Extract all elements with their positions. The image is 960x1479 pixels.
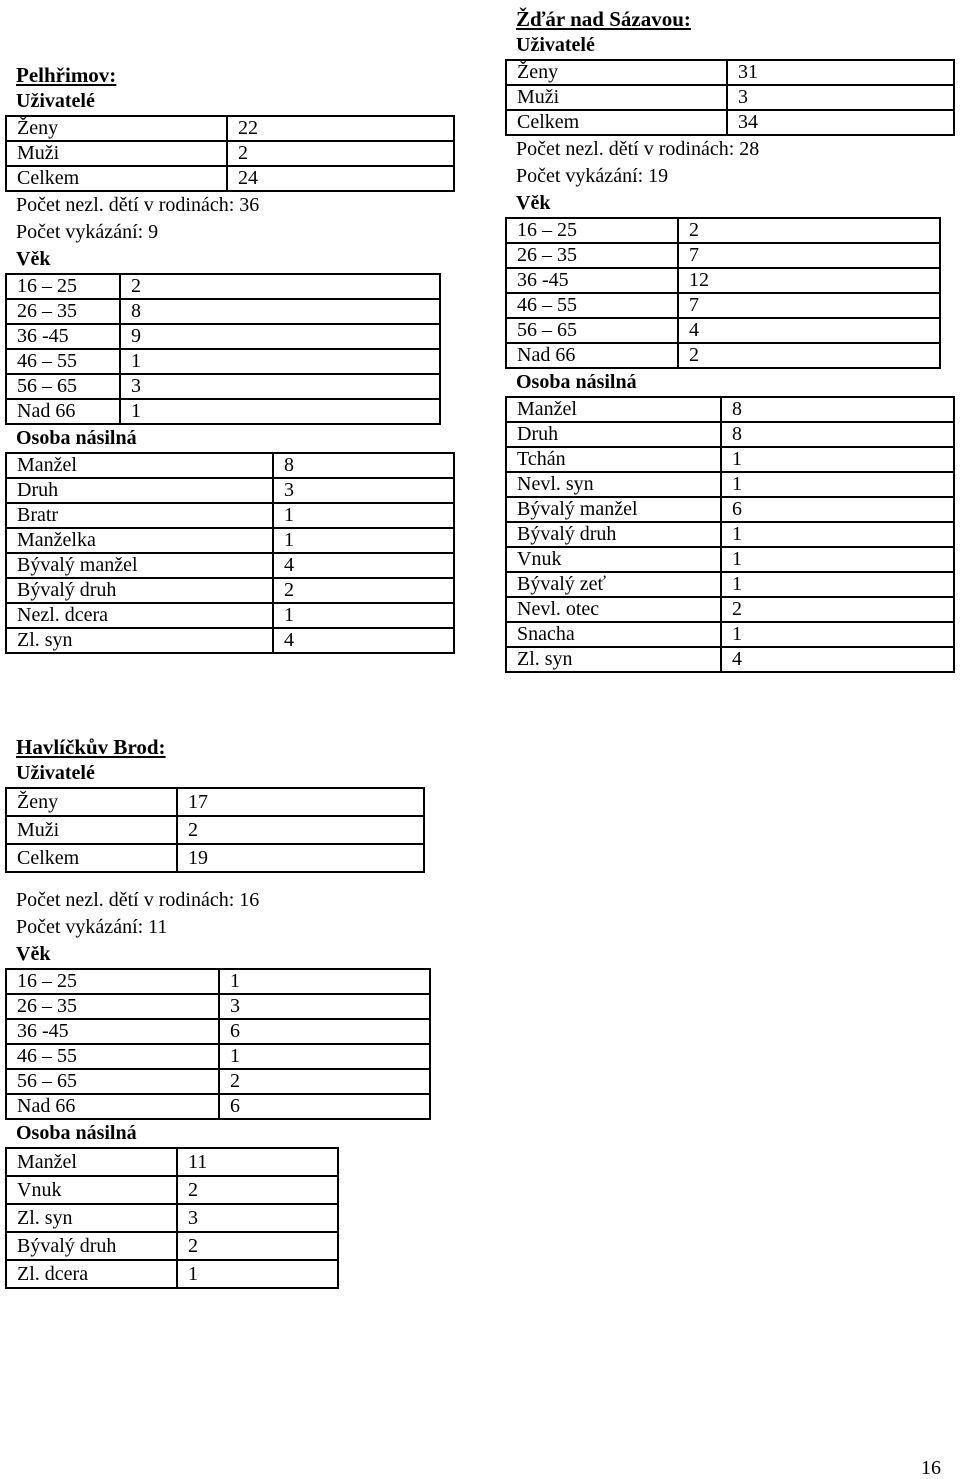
table-row [506,343,940,368]
table-row [6,453,454,478]
table-cell: Nevl. otec [506,597,721,622]
table-cell: 8 [120,299,440,324]
table-row [506,60,954,85]
table-cell: Druh [506,422,721,447]
table-row [6,528,454,553]
table-cell: 1 [273,528,454,553]
table-row [506,243,940,268]
table-row [6,141,454,166]
table-cell: 11 [177,1148,338,1176]
table-row [506,472,954,497]
table-cell: Zl. dcera [6,1260,177,1288]
table-cell: 2 [120,274,440,299]
table-cell: 2 [219,1069,430,1094]
table-cell: Celkem [6,166,227,191]
table-row [6,478,454,503]
table-cell: 22 [227,116,454,141]
table-cell: 6 [219,1094,430,1119]
table-cell: 17 [177,788,424,816]
users-label: Uživatelé [16,90,95,112]
table-cell: 1 [273,603,454,628]
table-cell: 3 [120,374,440,399]
table-cell: 1 [219,969,430,994]
table-cell: 56 – 65 [6,374,120,399]
table-cell: 26 – 35 [6,994,219,1019]
table-cell: 1 [177,1260,338,1288]
table-cell: 16 – 25 [6,969,219,994]
table-row [6,324,440,349]
age-label: Věk [16,248,51,270]
violent-person-label: Osoba násilná [16,1122,137,1144]
table-cell: 2 [177,1232,338,1260]
table-row [506,422,954,447]
table-cell: 2 [273,578,454,603]
age-label: Věk [516,192,551,214]
table-cell: 2 [678,343,940,368]
table-cell: 26 – 35 [6,299,120,324]
page-number: 16 [921,1457,941,1479]
table-cell: 1 [721,572,954,597]
table-row [6,374,440,399]
table-cell: 3 [219,994,430,1019]
users-table [5,115,455,192]
table-cell: 24 [227,166,454,191]
table-cell: 1 [721,622,954,647]
table-cell: 31 [727,60,954,85]
table-cell: Muži [6,141,227,166]
table-row [506,647,954,672]
table-cell: Zl. syn [506,647,721,672]
table-cell: 9 [120,324,440,349]
table-row [6,578,454,603]
table-cell: 8 [721,397,954,422]
table-row [6,1148,338,1176]
table-cell: Muži [6,816,177,844]
table-row [6,603,454,628]
table-row [506,622,954,647]
table-cell: Bývalý druh [506,522,721,547]
table-row [6,1232,338,1260]
table-cell: Zl. syn [6,628,273,653]
table-row [6,299,440,324]
violent-person-table [505,396,955,673]
table-cell: Muži [506,85,727,110]
table-row [506,318,940,343]
table-cell: 36 -45 [506,268,678,293]
table-row [506,268,940,293]
table-cell: Bývalý druh [6,1232,177,1260]
table-cell: Nad 66 [506,343,678,368]
table-cell: Bývalý manžel [506,497,721,522]
table-cell: 4 [678,318,940,343]
table-cell: 3 [273,478,454,503]
table-cell: 1 [120,349,440,374]
table-cell: Manželka [6,528,273,553]
table-row [506,522,954,547]
table-row [6,788,424,816]
table-cell: Manžel [6,1148,177,1176]
age-table [5,968,431,1120]
table-cell: Bývalý zeť [506,572,721,597]
table-cell: 4 [273,553,454,578]
table-cell: Manžel [506,397,721,422]
table-cell: Vnuk [506,547,721,572]
table-cell: Bývalý manžel [6,553,273,578]
table-row [6,969,430,994]
table-cell: Ženy [6,788,177,816]
table-cell: Nezl. dcera [6,603,273,628]
table-row [6,399,440,424]
table-cell: 2 [227,141,454,166]
table-row [6,116,454,141]
table-row [6,994,430,1019]
table-cell: 2 [177,1176,338,1204]
table-cell: Snacha [506,622,721,647]
table-cell: 16 – 25 [506,218,678,243]
table-cell: 36 -45 [6,324,120,349]
table-cell: 46 – 55 [6,349,120,374]
table-cell: 1 [721,522,954,547]
table-cell: 1 [120,399,440,424]
reports-count: Počet vykázání: 19 [516,165,669,187]
section-title: Havlíčkův Brod: [16,735,166,759]
table-row [6,1044,430,1069]
table-cell: Zl. syn [6,1204,177,1232]
table-row [506,218,940,243]
table-row [506,597,954,622]
table-cell: 4 [273,628,454,653]
pelhrimov-section [5,62,455,654]
violent-person-table [5,1147,339,1289]
age-table [505,217,941,369]
zdar-section [505,6,955,673]
table-cell: Bratr [6,503,273,528]
table-cell: 26 – 35 [506,243,678,268]
table-cell: 2 [678,218,940,243]
table-row [6,1094,430,1119]
table-cell: Nad 66 [6,399,120,424]
children-count: Počet nezl. dětí v rodinách: 36 [16,194,260,216]
table-cell: Vnuk [6,1176,177,1204]
table-row [6,166,454,191]
table-row [6,1019,430,1044]
table-cell: 46 – 55 [506,293,678,318]
table-cell: 46 – 55 [6,1044,219,1069]
age-label: Věk [16,943,51,965]
age-table [5,273,441,425]
table-row [6,628,454,653]
table-row [6,816,424,844]
table-cell: 7 [678,293,940,318]
table-cell: 36 -45 [6,1019,219,1044]
table-row [506,572,954,597]
table-row [6,274,440,299]
table-cell: 16 – 25 [6,274,120,299]
table-row [506,110,954,135]
table-row [6,503,454,528]
table-cell: 56 – 65 [506,318,678,343]
table-cell: 3 [727,85,954,110]
users-label: Uživatelé [516,34,595,56]
table-row [6,1176,338,1204]
users-label: Uživatelé [16,762,95,784]
children-count: Počet nezl. dětí v rodinách: 16 [16,889,260,911]
table-row [506,85,954,110]
section-title: Žďár nad Sázavou: [516,7,691,31]
table-cell: 6 [219,1019,430,1044]
table-cell: 7 [678,243,940,268]
table-cell: Ženy [6,116,227,141]
table-row [6,1204,338,1232]
table-cell: 34 [727,110,954,135]
table-cell: 1 [721,447,954,472]
children-count: Počet nezl. dětí v rodinách: 28 [516,138,760,160]
table-cell: 1 [219,1044,430,1069]
reports-count: Počet vykázání: 9 [16,221,159,243]
table-row [6,1260,338,1288]
table-cell: 56 – 65 [6,1069,219,1094]
table-cell: 3 [177,1204,338,1232]
table-cell: 1 [273,503,454,528]
table-cell: Nad 66 [6,1094,219,1119]
table-row [6,844,424,872]
table-cell: 2 [177,816,424,844]
reports-count: Počet vykázání: 11 [16,916,168,938]
table-row [6,553,454,578]
table-row [6,349,440,374]
table-row [506,447,954,472]
table-cell: Druh [6,478,273,503]
table-row [6,1069,430,1094]
table-cell: 8 [721,422,954,447]
table-cell: Bývalý druh [6,578,273,603]
table-cell: 2 [721,597,954,622]
table-row [506,293,940,318]
table-cell: Manžel [6,453,273,478]
table-cell: 6 [721,497,954,522]
table-cell: Celkem [506,110,727,135]
havlickuv-section [5,734,431,1289]
table-cell: Tchán [506,447,721,472]
table-cell: 8 [273,453,454,478]
table-row [506,497,954,522]
table-cell: 1 [721,547,954,572]
table-row [506,397,954,422]
violent-person-label: Osoba násilná [16,427,137,449]
table-cell: 1 [721,472,954,497]
table-cell: 12 [678,268,940,293]
table-cell: 4 [721,647,954,672]
violent-person-table [5,452,455,654]
table-row [506,547,954,572]
table-cell: Celkem [6,844,177,872]
table-cell: Ženy [506,60,727,85]
violent-person-label: Osoba násilná [516,371,637,393]
table-cell: 19 [177,844,424,872]
users-table [505,59,955,136]
table-cell: Nevl. syn [506,472,721,497]
section-title: Pelhřimov: [16,63,117,87]
users-table [5,787,425,873]
